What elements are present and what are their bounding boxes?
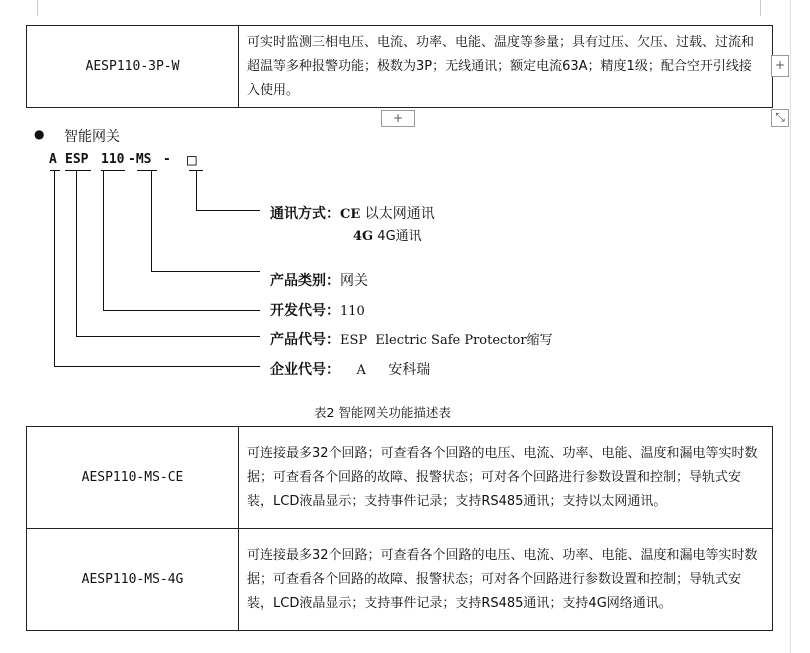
legend-label: 企业代号： (270, 362, 340, 378)
connector-line-type (151, 271, 260, 272)
legend-dev (270, 300, 365, 320)
bullet-icon: ● (34, 127, 45, 141)
legend-label: 产品代号： (270, 332, 340, 348)
legend-value: 安科瑞 (388, 362, 431, 378)
connector-line-product (76, 336, 260, 337)
model-cell: AESP110-3P-W (27, 26, 239, 108)
description-cell: 可连接最多32个回路；可查看各个回路的电压、电流、功率、电能、温度和漏电等实时数据；可查看各个回路的故障、报警状态；可对各个回路进行参数设置和控制；导轨式安装，LCD液晶显示；支持事件记录；支持RS485通讯；支持以太网通讯。 (239, 427, 773, 529)
legend-value: 4G通讯 (377, 229, 422, 244)
legend-code: 4G (353, 229, 374, 244)
connector-line-enterprise (54, 171, 55, 367)
legend-label: 产品类别： (270, 273, 340, 289)
table-row (27, 26, 773, 108)
legend-value: ESP Electric Safe Protector缩写 (340, 333, 553, 348)
code-underline (101, 170, 125, 171)
spec-table-2 (26, 426, 773, 631)
connector-line-comm (196, 210, 260, 211)
legend-code: CE (340, 207, 361, 222)
legend-value: 110 (340, 304, 365, 319)
code-underline (50, 170, 60, 171)
model-cell: AESP110-MS-4G (27, 529, 239, 631)
table-resize-handle[interactable]: ⤡ (771, 109, 789, 127)
connector-line-comm (196, 171, 197, 211)
add-row-button[interactable]: + (381, 110, 415, 127)
connector-line-type (151, 171, 152, 272)
legend-label: 开发代号： (270, 303, 340, 319)
code-part-comm-box: □ (187, 150, 197, 169)
add-column-button[interactable]: + (771, 55, 789, 77)
model-cell: AESP110-MS-CE (27, 427, 239, 529)
code-part-type: -MS (128, 152, 152, 167)
legend-type (270, 270, 368, 290)
legend-label: 通讯方式： (270, 206, 340, 222)
connector-line-dev (103, 171, 104, 311)
table-row (27, 427, 773, 529)
legend-product (270, 329, 553, 349)
connector-line-product (76, 171, 77, 337)
code-underline (137, 170, 157, 171)
code-underline (65, 170, 91, 171)
code-separator: - (163, 152, 171, 167)
legend-comm (270, 203, 435, 223)
code-part-dev: 110 (101, 152, 125, 167)
code-part-enterprise: A (49, 152, 57, 167)
section-title: 智能网关 (64, 129, 120, 145)
connector-line-dev (103, 310, 260, 311)
table-caption: 表2 智能网关功能描述表 (314, 405, 451, 420)
legend-value: 网关 (340, 273, 368, 289)
connector-line-enterprise (54, 366, 260, 367)
description-cell: 可实时监测三相电压、电流、功率、电能、温度等参量；具有过压、欠压、过载、过流和超温等多种报警功能；极数为3P；无线通讯；额定电流63A；精度1级；配合空开引线接入使用。 (239, 26, 773, 108)
legend-comm-alt (353, 225, 422, 244)
table-row (27, 529, 773, 631)
description-cell: 可连接最多32个回路；可查看各个回路的电压、电流、功率、电能、温度和漏电等实时数据；可查看各个回路的故障、报警状态；可对各个回路进行参数设置和控制；导轨式安装，LCD液晶显示；支持事件记录；支持RS485通讯；支持4G网络通讯。 (239, 529, 773, 631)
legend-code: A (356, 363, 366, 378)
margin-guide-left (37, 0, 38, 16)
legend-value: 以太网通讯 (364, 206, 435, 222)
margin-guide-right (760, 0, 761, 16)
page-edge-guide (790, 0, 791, 653)
code-part-product: ESP (65, 152, 89, 167)
spec-table-1 (26, 25, 773, 108)
legend-enterprise (270, 359, 430, 379)
